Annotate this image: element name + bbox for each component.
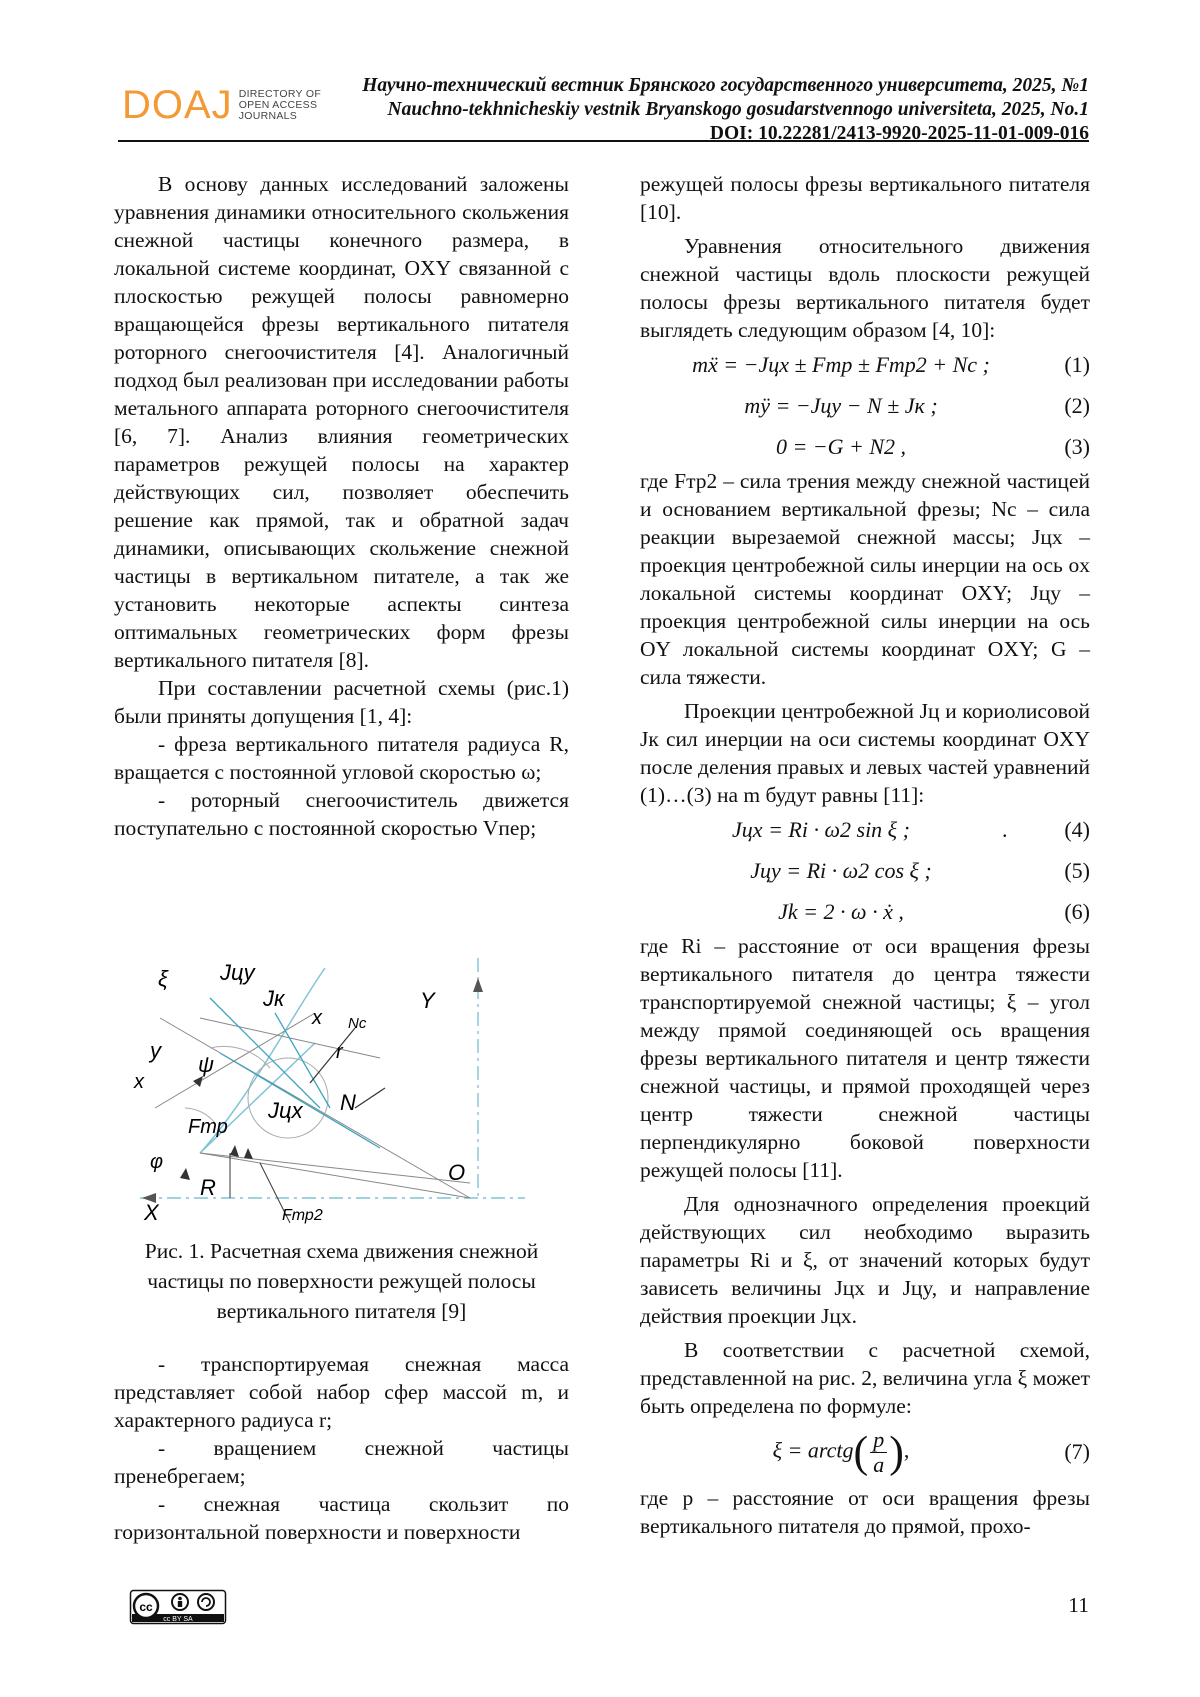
paragraph: где Ri – расстояние от оси вращения фрезы вертикального питателя до центра тяжести транспортируемой снежной частицы; ξ – угол между прямой соединяющей ось вращения фрезы вертикального питателя и центр тяжести снежной частицы, и прямой проходящей через центр тяжести снежной частицы перпендикулярно боковой поверхности режущей полосы [11]. [640, 934, 1090, 1182]
paren-close: ) [889, 1427, 904, 1476]
header-rule [118, 140, 1089, 142]
by-icon-body [178, 1601, 182, 1607]
paragraph: где Fтр2 – сила трения между снежной частицей и основанием вертикальной фрезы; Nc – сила реакции вырезаемой снежной массы; Jцx – проекция центробежной силы инерции на ось ox локальной системы координат OXY; Jцy – проекция центробежной силы инерции на ось OY локальной системы координат OXY; G – сила тяжести. [640, 469, 1090, 689]
equation-5 [640, 850, 1090, 891]
radius-line [200, 1153, 470, 1198]
arrowhead [193, 1076, 203, 1087]
equation-body [640, 1428, 1042, 1477]
guide-line [160, 1018, 470, 1198]
equation-body: Jцy = Ri · ω2 cos ξ ; [750, 857, 932, 883]
equation-body: Jk = 2 · ω · ẋ , [778, 898, 904, 924]
logo-sub-line: DIRECTORY OF [238, 87, 322, 100]
equation-number: (7) [1064, 1439, 1090, 1464]
label-jcy: Jцy [220, 960, 255, 985]
paragraph: где p – расстояние от оси вращения фрезы вертикального питателя до прямой, прохо- [640, 1486, 1090, 1538]
page-number: 11 [1068, 1593, 1089, 1617]
equation-number: (3) [1064, 433, 1090, 459]
journal-header [362, 74, 1089, 146]
label-phi: φ [150, 1151, 164, 1173]
label-R: R [200, 1175, 216, 1200]
label-ftr2: Fтр2 [282, 1207, 323, 1224]
equation-dot: . [1002, 816, 1008, 842]
by-icon-head [178, 1597, 182, 1601]
label-xi: ξ [158, 966, 168, 991]
guide-line [200, 1153, 470, 1183]
cc-icon-text: cc [139, 1600, 153, 1614]
arrowhead [244, 1148, 253, 1159]
doaj-logo-subtitle [239, 89, 321, 122]
fraction-numerator: p [870, 1428, 887, 1453]
label-N: N [340, 1090, 356, 1115]
figure-caption: Рис. 1. Расчетная схема движения снежной частицы по поверхности режущей полосы вертикального питателя [9] [144, 1239, 539, 1323]
list-item: - транспортируемая снежная масса представляет собой набор сфер массой m, и характерного радиуса r; [114, 1352, 569, 1432]
comma: , [903, 1437, 910, 1463]
eq7-lhs: ξ = arctg [772, 1437, 854, 1463]
fraction [870, 1428, 887, 1477]
list-item: - вращением снежной частицы пренебрегаем; [114, 1436, 569, 1488]
equation-number: (4) [1064, 816, 1090, 842]
label-x-small: x [312, 1007, 322, 1029]
equation-2 [640, 385, 1090, 426]
equation-body: 0 = −G + N2 , [775, 433, 907, 459]
doaj-logo-mark: DOAJ [122, 83, 233, 127]
label-X: X [144, 1200, 159, 1225]
equation-number: (6) [1064, 898, 1090, 924]
equation-body: Jцx = Ri · ω2 sin ξ ; [732, 816, 910, 842]
force-diagram [134, 958, 570, 1225]
list-item: - роторный снегоочиститель движется поступательно с постоянной скоростью Vпер; [114, 788, 569, 840]
logo-sub-line: JOURNALS [238, 109, 298, 122]
label-x-axis-small: x [134, 1071, 144, 1093]
paragraph: режущей полосы фрезы вертикального питателя [10]. [640, 172, 1090, 224]
equation-4 [640, 809, 1090, 850]
doaj-logo [122, 80, 321, 130]
arrowhead [180, 1168, 190, 1180]
label-r: r [336, 1041, 343, 1063]
y-arrow [473, 978, 483, 992]
cc-by-sa-badge[interactable] [130, 1590, 226, 1624]
paren-open: ( [853, 1427, 869, 1476]
equation-1 [640, 344, 1090, 385]
left-column [114, 170, 569, 842]
sa-icon [198, 1594, 214, 1610]
journal-title-ru: Научно-технический вестник Брянского государственного университета, 2025, №1 [362, 75, 1089, 96]
arrowhead [230, 1145, 239, 1157]
label-O: O [448, 1160, 466, 1185]
paragraph: Уравнения относительного движения снежной частицы вдоль плоскости режущей полосы фрезы вертикального питателя будет выглядеть следующим образом [4, 10]: [640, 234, 1090, 342]
paragraph: В основу данных исследований заложены уравнения динамики относительного скольжения снежной частицы конечного размера, в локальной системе координат, OXY связанной с плоскостью режущей полосы равномерно вращающейся фрезы вертикального питателя роторного снегоочистителя [4]. Аналогичный подход был реализован при исследовании работы метального аппарата роторного снегоочистителя [6, 7]. Анализ влияния геометрических параметров режущей полосы на характер действующих сил, позволяет обеспечить решение как прямой, так и обратной задач динамики, описывающих скольжение снежной частицы в вертикальном питателе, а так же установить некоторые аспекты синтеза оптимальных геометрических форм фрезы вертикального питателя [8]. [114, 172, 569, 672]
license-text: cc BY SA [163, 1616, 193, 1623]
vector [355, 1088, 385, 1108]
label-nc: Nc [348, 1015, 367, 1032]
equation-3 [640, 426, 1090, 467]
equation-7 [640, 1420, 1090, 1484]
vector [310, 1028, 355, 1083]
list-item: - снежная частица скользит по горизонтальной поверхности и поверхности [114, 1492, 569, 1544]
logo-sub-line: OPEN ACCESS [238, 98, 318, 111]
paragraph: Проекции центробежной Jц и кориолисовой Jк сил инерции на оси системы координат OXY после деления правых и левых частей уравнений (1)…(3) на m будут равны [11]: [640, 699, 1090, 807]
journal-title-en: Nauchno-tekhnicheskiy vestnik Bryanskogo gosudarstvennogo universiteta, 2025, No.1 [387, 99, 1089, 120]
equation-number: (1) [1064, 351, 1090, 377]
equation-number: (2) [1064, 392, 1090, 418]
label-psi: ψ [198, 1052, 215, 1077]
left-column-bottom [114, 1350, 569, 1546]
label-Y: Y [420, 988, 435, 1013]
figure-1 [134, 958, 570, 1225]
paragraph: Для однозначного определения проекций действующих сил необходимо выразить параметры Ri и ξ, от значений которых будут зависеть величины Jцx и Jцy, и направление действия проекции Jцx. [640, 1192, 1090, 1328]
paragraph: При составлении расчетной схемы (рис.1) были приняты допущения [1, 4]: [114, 676, 569, 728]
doi-link[interactable]: DOI: 10.22281/2413-9920-2025-11-01-009-016 [709, 123, 1089, 144]
equation-6 [640, 891, 1090, 932]
list-item: - фреза вертикального питателя радиуса R, вращается с постоянной угловой скоростью ω; [114, 732, 569, 784]
equation-body: mẍ = −Jцx ± Fтр ± Fтр2 + Nc ; [692, 351, 990, 377]
label-jk: Jк [263, 986, 285, 1011]
paragraph: В соответствии с расчетной схемой, представленной на рис. 2, величина угла ξ может быть определена по формуле: [640, 1338, 1090, 1418]
equation-number: (5) [1064, 857, 1090, 883]
label-jcx: Jцx [268, 1098, 303, 1123]
fraction-denominator: a [873, 1451, 885, 1477]
right-column [640, 170, 1090, 1540]
equation-body: mÿ = −Jцy − N ± Jк ; [744, 392, 938, 418]
label-y-small: y [150, 1038, 161, 1063]
label-ftr: Fтр [188, 1116, 228, 1138]
